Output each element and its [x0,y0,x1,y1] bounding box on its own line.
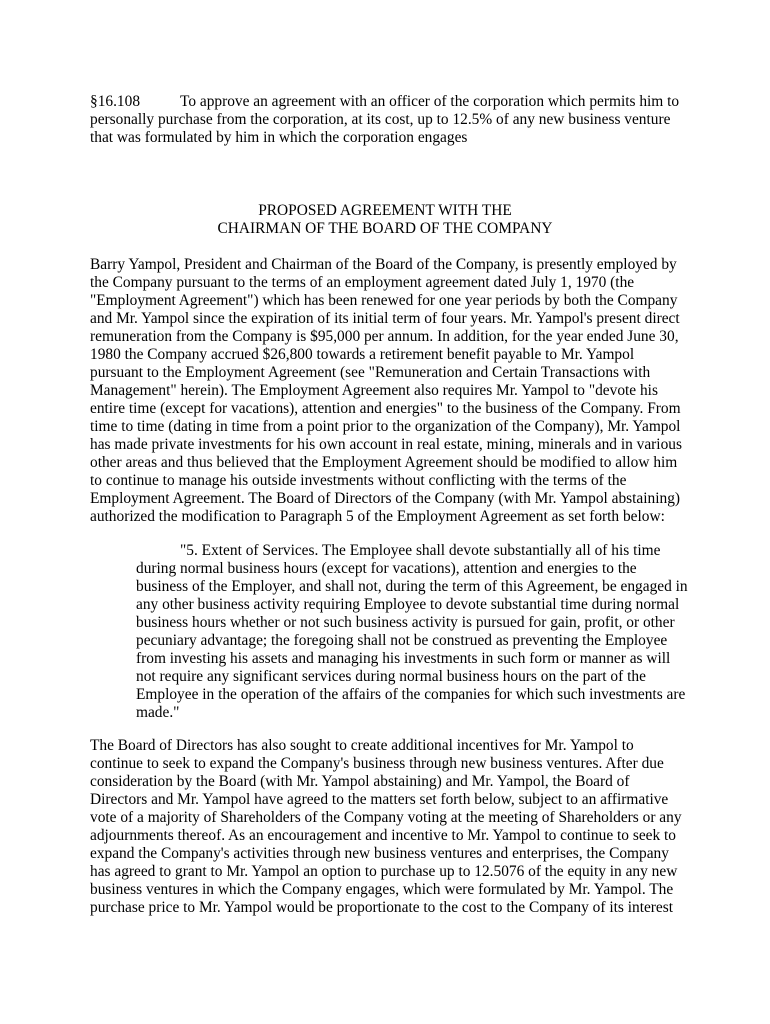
section-heading [90,93,690,147]
section-heading-line [90,93,690,111]
section-number: §16.108 [90,93,141,110]
paragraph-line: other areas and thus believed that the Employment Agreement should be modified to allow him [90,454,678,471]
paragraph-line: Barry Yampol, President and Chairman of the Board of the Company, is presently employed by [90,256,677,273]
paragraph-line: vote of a majority of Shareholders of the Company voting at the meeting of Shareholders or any [90,809,682,826]
paragraph-line: "Employment Agreement") which has been renewed for one year periods by both the Company [90,292,678,309]
quote-line: business hours whether or not such business activity is pursued for gain, profit, or other [136,614,675,631]
paragraph-line: Management" herein). The Employment Agreement also requires Mr. Yampol to "devote his [90,382,658,399]
quote-line: from investing his assets and managing his investments in such form or manner as will [136,650,671,667]
paragraph-line: 1980 the Company accrued $26,800 towards a retirement benefit payable to Mr. Yampol [90,346,635,363]
paragraph-line: purchase price to Mr. Yampol would be proportionate to the cost to the Company of its interest [90,899,674,916]
paragraph-line: Employment Agreement. The Board of Directors of the Company (with Mr. Yampol abstaining) [90,490,681,507]
quote-line: during normal business hours (except for vacations), attention and energies to the [136,560,637,577]
quote-line: not require any significant services during normal business hours on the part of the [136,668,646,685]
paragraph-line: the Company pursuant to the terms of an employment agreement dated July 1, 1970 (the [90,274,635,291]
section-heading-line: that was formulated by him in which the corporation engages [90,129,468,146]
quote-line: made." [136,704,180,721]
quote-line: business of the Employer, and shall not, during the term of this Agreement, be engaged in [136,578,688,595]
quote-line: pecuniary advantage; the foregoing shall not be construed as preventing the Employee [136,632,668,649]
title-line-1: PROPOSED AGREEMENT WITH THE [258,202,512,219]
paragraph-line: and Mr. Yampol since the expiration of its initial term of four years. Mr. Yampol's present direct [90,310,680,327]
paragraph-line: to continue to manage his outside investments without conflicting with the terms of the [90,472,627,489]
quote-line: any other business activity requiring Employee to devote substantial time during normal [136,596,680,613]
title-line-2: CHAIRMAN OF THE BOARD OF THE COMPANY [217,220,553,237]
paragraph-line: business ventures in which the Company engages, which were formulated by Mr. Yampol. The [90,881,674,898]
paragraph-line: consideration by the Board (with Mr. Yampol abstaining) and Mr. Yampol, the Board of [90,773,630,790]
paragraph-line: remuneration from the Company is $95,000 per annum. In addition, for the year ended June 30, [90,328,679,345]
section-heading-text: To approve an agreement with an officer of the corporation which permits him to [180,93,680,110]
quote-line: Employee in the operation of the affairs of the companies for which such investments are [136,686,686,703]
quoted-paragraph-5 [136,542,696,722]
paragraph-employment-agreement [90,256,690,526]
section-heading-line: personally purchase from the corporation, at its cost, up to 12.5% of any new business venture [90,111,671,128]
paragraph-line: time to time (dating in time from a point prior to the organization of the Company), Mr. Yampol [90,418,681,435]
paragraph-line: The Board of Directors has also sought to create additional incentives for Mr. Yampol to [90,737,634,754]
document-title [90,202,680,238]
paragraph-board-incentives [90,737,690,917]
paragraph-line: authorized the modification to Paragraph 5 of the Employment Agreement as set forth below: [90,508,665,525]
paragraph-line: has agreed to grant to Mr. Yampol an option to purchase up to 12.5076 of the equity in any new [90,863,678,880]
paragraph-line: has made private investments for his own account in real estate, mining, minerals and in various [90,436,682,453]
paragraph-line: entire time (except for vacations), attention and energies" to the business of the Company. From [90,400,681,417]
paragraph-line: Directors and Mr. Yampol have agreed to the matters set forth below, subject to an affirmative [90,791,669,808]
quote-line: "5. Extent of Services. The Employee shall devote substantially all of his time [180,542,661,559]
paragraph-line: expand the Company's activities through new business ventures and enterprises, the Company [90,845,669,862]
paragraph-line: pursuant to the Employment Agreement (see "Remuneration and Certain Transactions with [90,364,651,381]
paragraph-line: continue to seek to expand the Company's business through new business ventures. After due [90,755,664,772]
paragraph-line: adjournments thereof. As an encouragement and incentive to Mr. Yampol to continue to seek to [90,827,676,844]
